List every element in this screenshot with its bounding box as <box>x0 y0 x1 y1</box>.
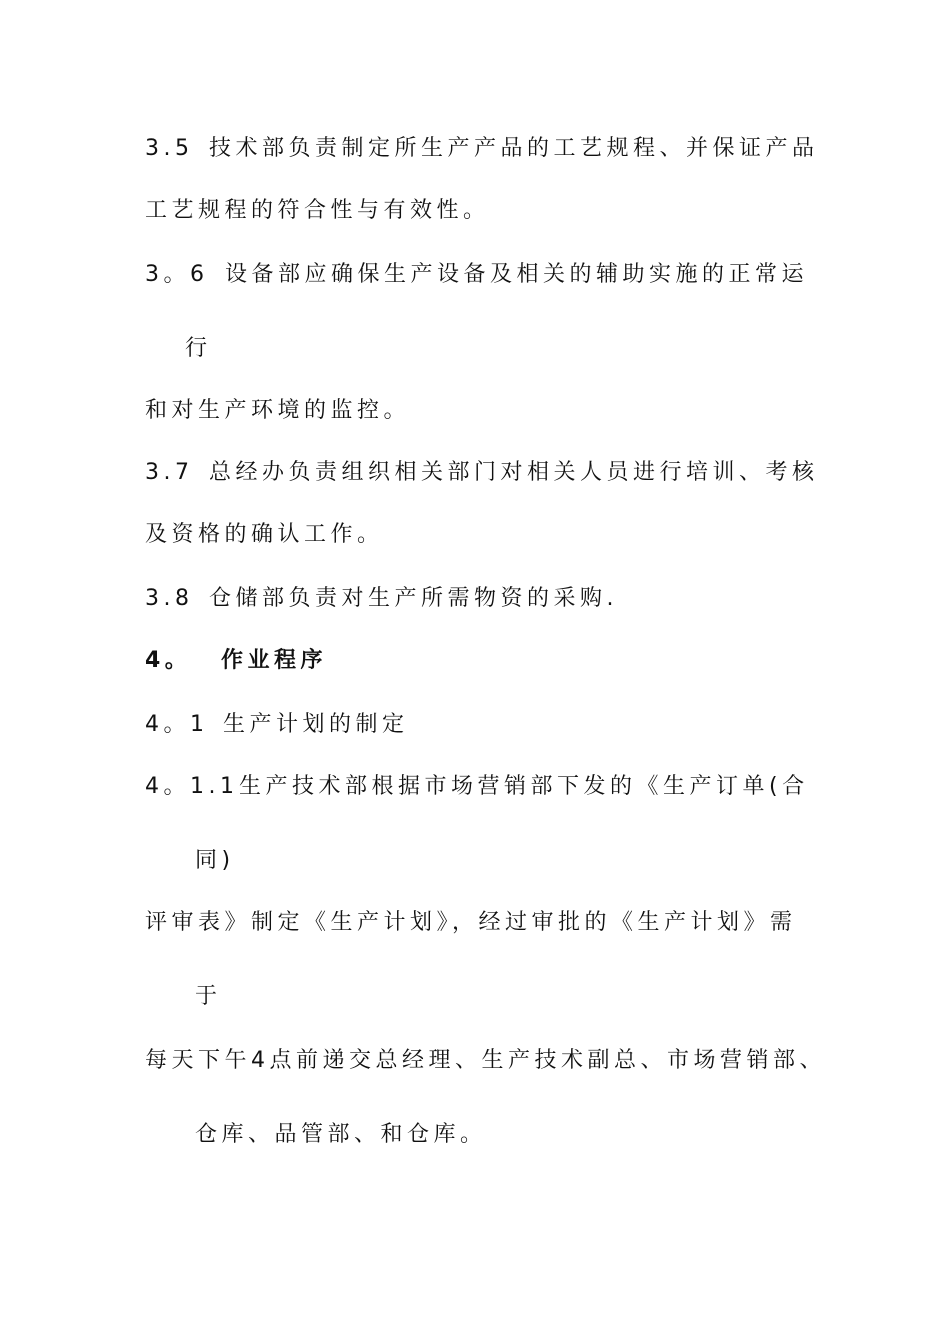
clause-3-6-wrap <box>185 334 212 364</box>
clause-number: 4。1.1 <box>145 774 239 799</box>
clause-number: 3。6 <box>145 262 209 287</box>
clause-3-6-continued <box>145 396 410 426</box>
clause-text: 仓库、品管部、和仓库。 <box>195 1122 487 1147</box>
clause-text: 同) <box>195 848 235 873</box>
subsection-title: 生产计划的制定 <box>223 712 409 737</box>
clause-4-1-1-continued-2 <box>145 1046 826 1076</box>
clause-text: 仓储部负责对生产所需物资的采购. <box>209 586 618 611</box>
clause-number: 3.5 <box>145 136 194 161</box>
clause-text: 行 <box>185 336 212 361</box>
clause-number: 3.8 <box>145 586 194 611</box>
clause-4-1-1-wrap-3 <box>195 1120 487 1150</box>
clause-4-1-1-continued-1 <box>145 908 797 938</box>
clause-4-1-1 <box>145 772 809 802</box>
clause-4-1-1-wrap-2 <box>195 982 222 1012</box>
subsection-number: 4。1 <box>145 712 209 737</box>
clause-3-7-continued <box>145 520 384 550</box>
clause-text: 于 <box>195 984 222 1009</box>
clause-3-5 <box>145 134 819 164</box>
clause-text: 设备部应确保生产设备及相关的辅助实施的正常运 <box>225 262 809 287</box>
clause-number: 3.7 <box>145 460 194 485</box>
clause-3-6 <box>145 260 808 290</box>
section-number: 4。 <box>145 648 192 673</box>
section-4-heading <box>145 646 327 676</box>
clause-text: 评审表》制定《生产计划》，经过审批的《生产计划》需 <box>145 910 797 935</box>
clause-text: 每天下午4点前递交总经理、生产技术副总、市场营销部、 <box>145 1048 826 1073</box>
clause-text: 及资格的确认工作。 <box>145 522 384 547</box>
clause-text: 生产技术部根据市场营销部下发的《生产订单(合 <box>239 774 809 799</box>
clause-text: 和对生产环境的监控。 <box>145 398 411 423</box>
subsection-4-1 <box>145 710 409 740</box>
clause-3-8 <box>145 584 618 614</box>
clause-text: 总经办负责组织相关部门对相关人员进行培训、考核 <box>209 460 819 485</box>
clause-text: 工艺规程的符合性与有效性。 <box>145 198 490 223</box>
clause-4-1-1-wrap-1 <box>195 846 235 876</box>
clause-3-7 <box>145 458 819 488</box>
section-title: 作业程序 <box>221 648 328 673</box>
clause-3-5-continued <box>145 196 490 226</box>
clause-text: 技术部负责制定所生产产品的工艺规程、并保证产品 <box>209 136 819 161</box>
